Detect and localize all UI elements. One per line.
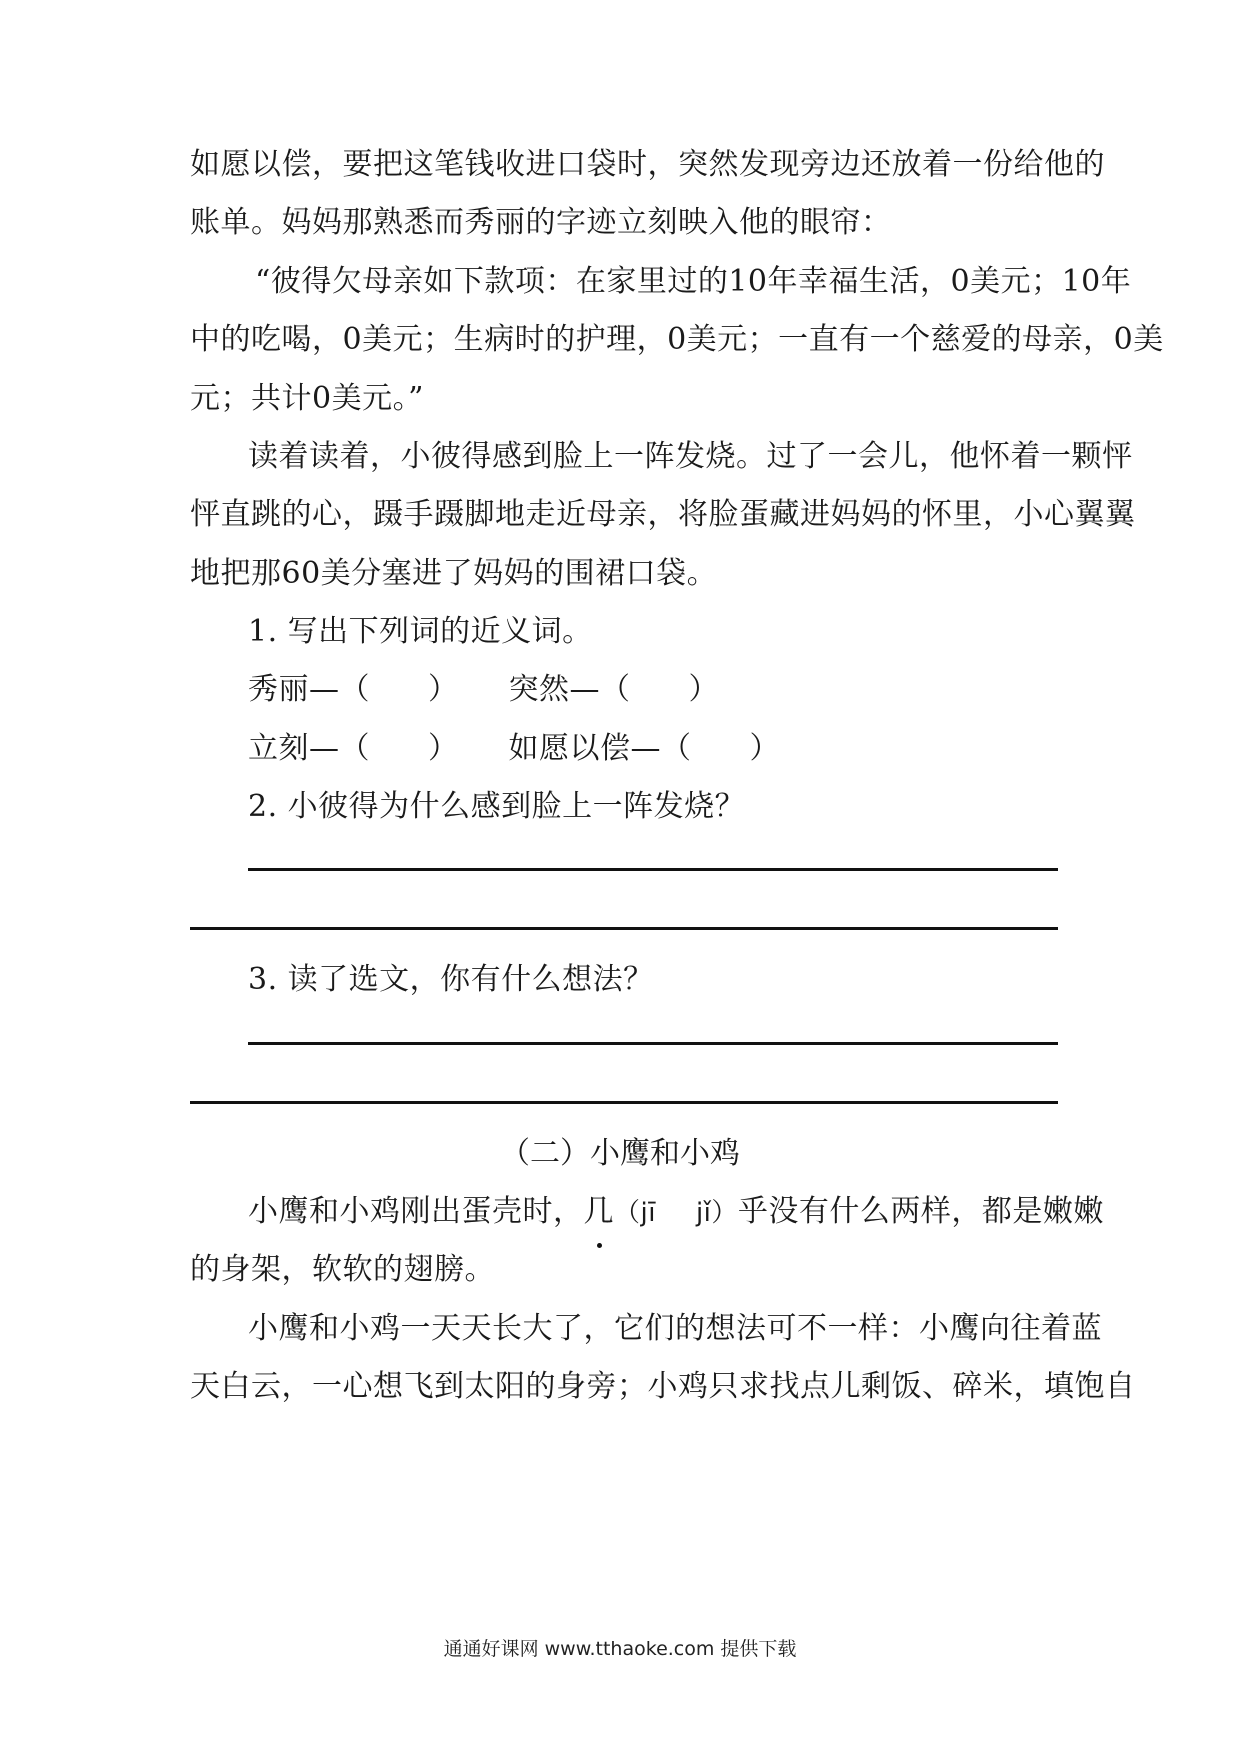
answer-line[interactable] <box>190 1101 1058 1104</box>
answer-line[interactable] <box>190 927 1058 930</box>
answer-line[interactable] <box>248 1042 1058 1045</box>
passage-line: 元；共计0美元。” <box>190 381 424 416</box>
passage-line: 小鹰和小鸡刚出蛋壳时，几（jī jǐ）乎没有什么两样，都是嫩嫩 <box>248 1184 1058 1240</box>
passage-line: 如愿以偿，要把这笔钱收进口袋时，突然发现旁边还放着一份给他的 <box>190 147 1105 182</box>
synonym-prompt: 秀丽—（ <box>248 672 370 707</box>
page-footer: 通通好课网 www.tthaoke.com 提供下载 <box>443 1638 797 1660</box>
synonym-row-1: 秀丽—（ ） 突然—（ ） <box>248 672 719 707</box>
question-2: 2. 小彼得为什么感到脸上一阵发烧？ <box>248 789 746 824</box>
pinyin-choice: （jī <box>614 1198 656 1228</box>
synonym-prompt: 突然—（ <box>508 672 631 707</box>
passage-line: 的身架，软软的翅膀。 <box>190 1252 495 1287</box>
passage-line: 地把那60美分塞进了妈妈的围裙口袋。 <box>190 556 718 591</box>
synonym-prompt: 立刻—（ <box>248 731 370 766</box>
passage-line: “彼得欠母亲如下款项：在家里过的10年幸福生活，0美元；10年 <box>255 264 1132 299</box>
emphasized-char: 几 <box>584 1184 615 1240</box>
question-3: 3. 读了选文，你有什么想法？ <box>248 962 654 997</box>
passage-line: 读着读着，小彼得感到脸上一阵发烧。过了一会儿，他怀着一颗怦 <box>248 439 1133 474</box>
passage-line: 小鹰和小鸡一天天长大了，它们的想法可不一样：小鹰向往着蓝 <box>248 1311 1102 1346</box>
question-1: 1. 写出下列词的近义词。 <box>248 614 593 649</box>
synonym-prompt: 如愿以偿—（ <box>508 731 692 766</box>
passage-line: 账单。妈妈那熟悉而秀丽的字迹立刻映入他的眼帘： <box>190 205 892 240</box>
passage-line: 怦直跳的心，蹑手蹑脚地走近母亲，将脸蛋藏进妈妈的怀里，小心翼翼 <box>190 497 1136 532</box>
passage-line: 天白云，一心想飞到太阳的身旁；小鸡只求找点儿剩饭、碎米，填饱自 <box>190 1369 1136 1404</box>
answer-line[interactable] <box>248 868 1058 871</box>
passage-line: 中的吃喝，0美元；生病时的护理，0美元；一直有一个慈爱的母亲，0美 <box>190 322 1164 357</box>
synonym-row-2: 立刻—（ ） 如愿以偿—（ ） <box>248 731 780 766</box>
pinyin-choice: jǐ） <box>695 1198 738 1228</box>
section-title: （二）小鹰和小鸡 <box>500 1136 740 1171</box>
